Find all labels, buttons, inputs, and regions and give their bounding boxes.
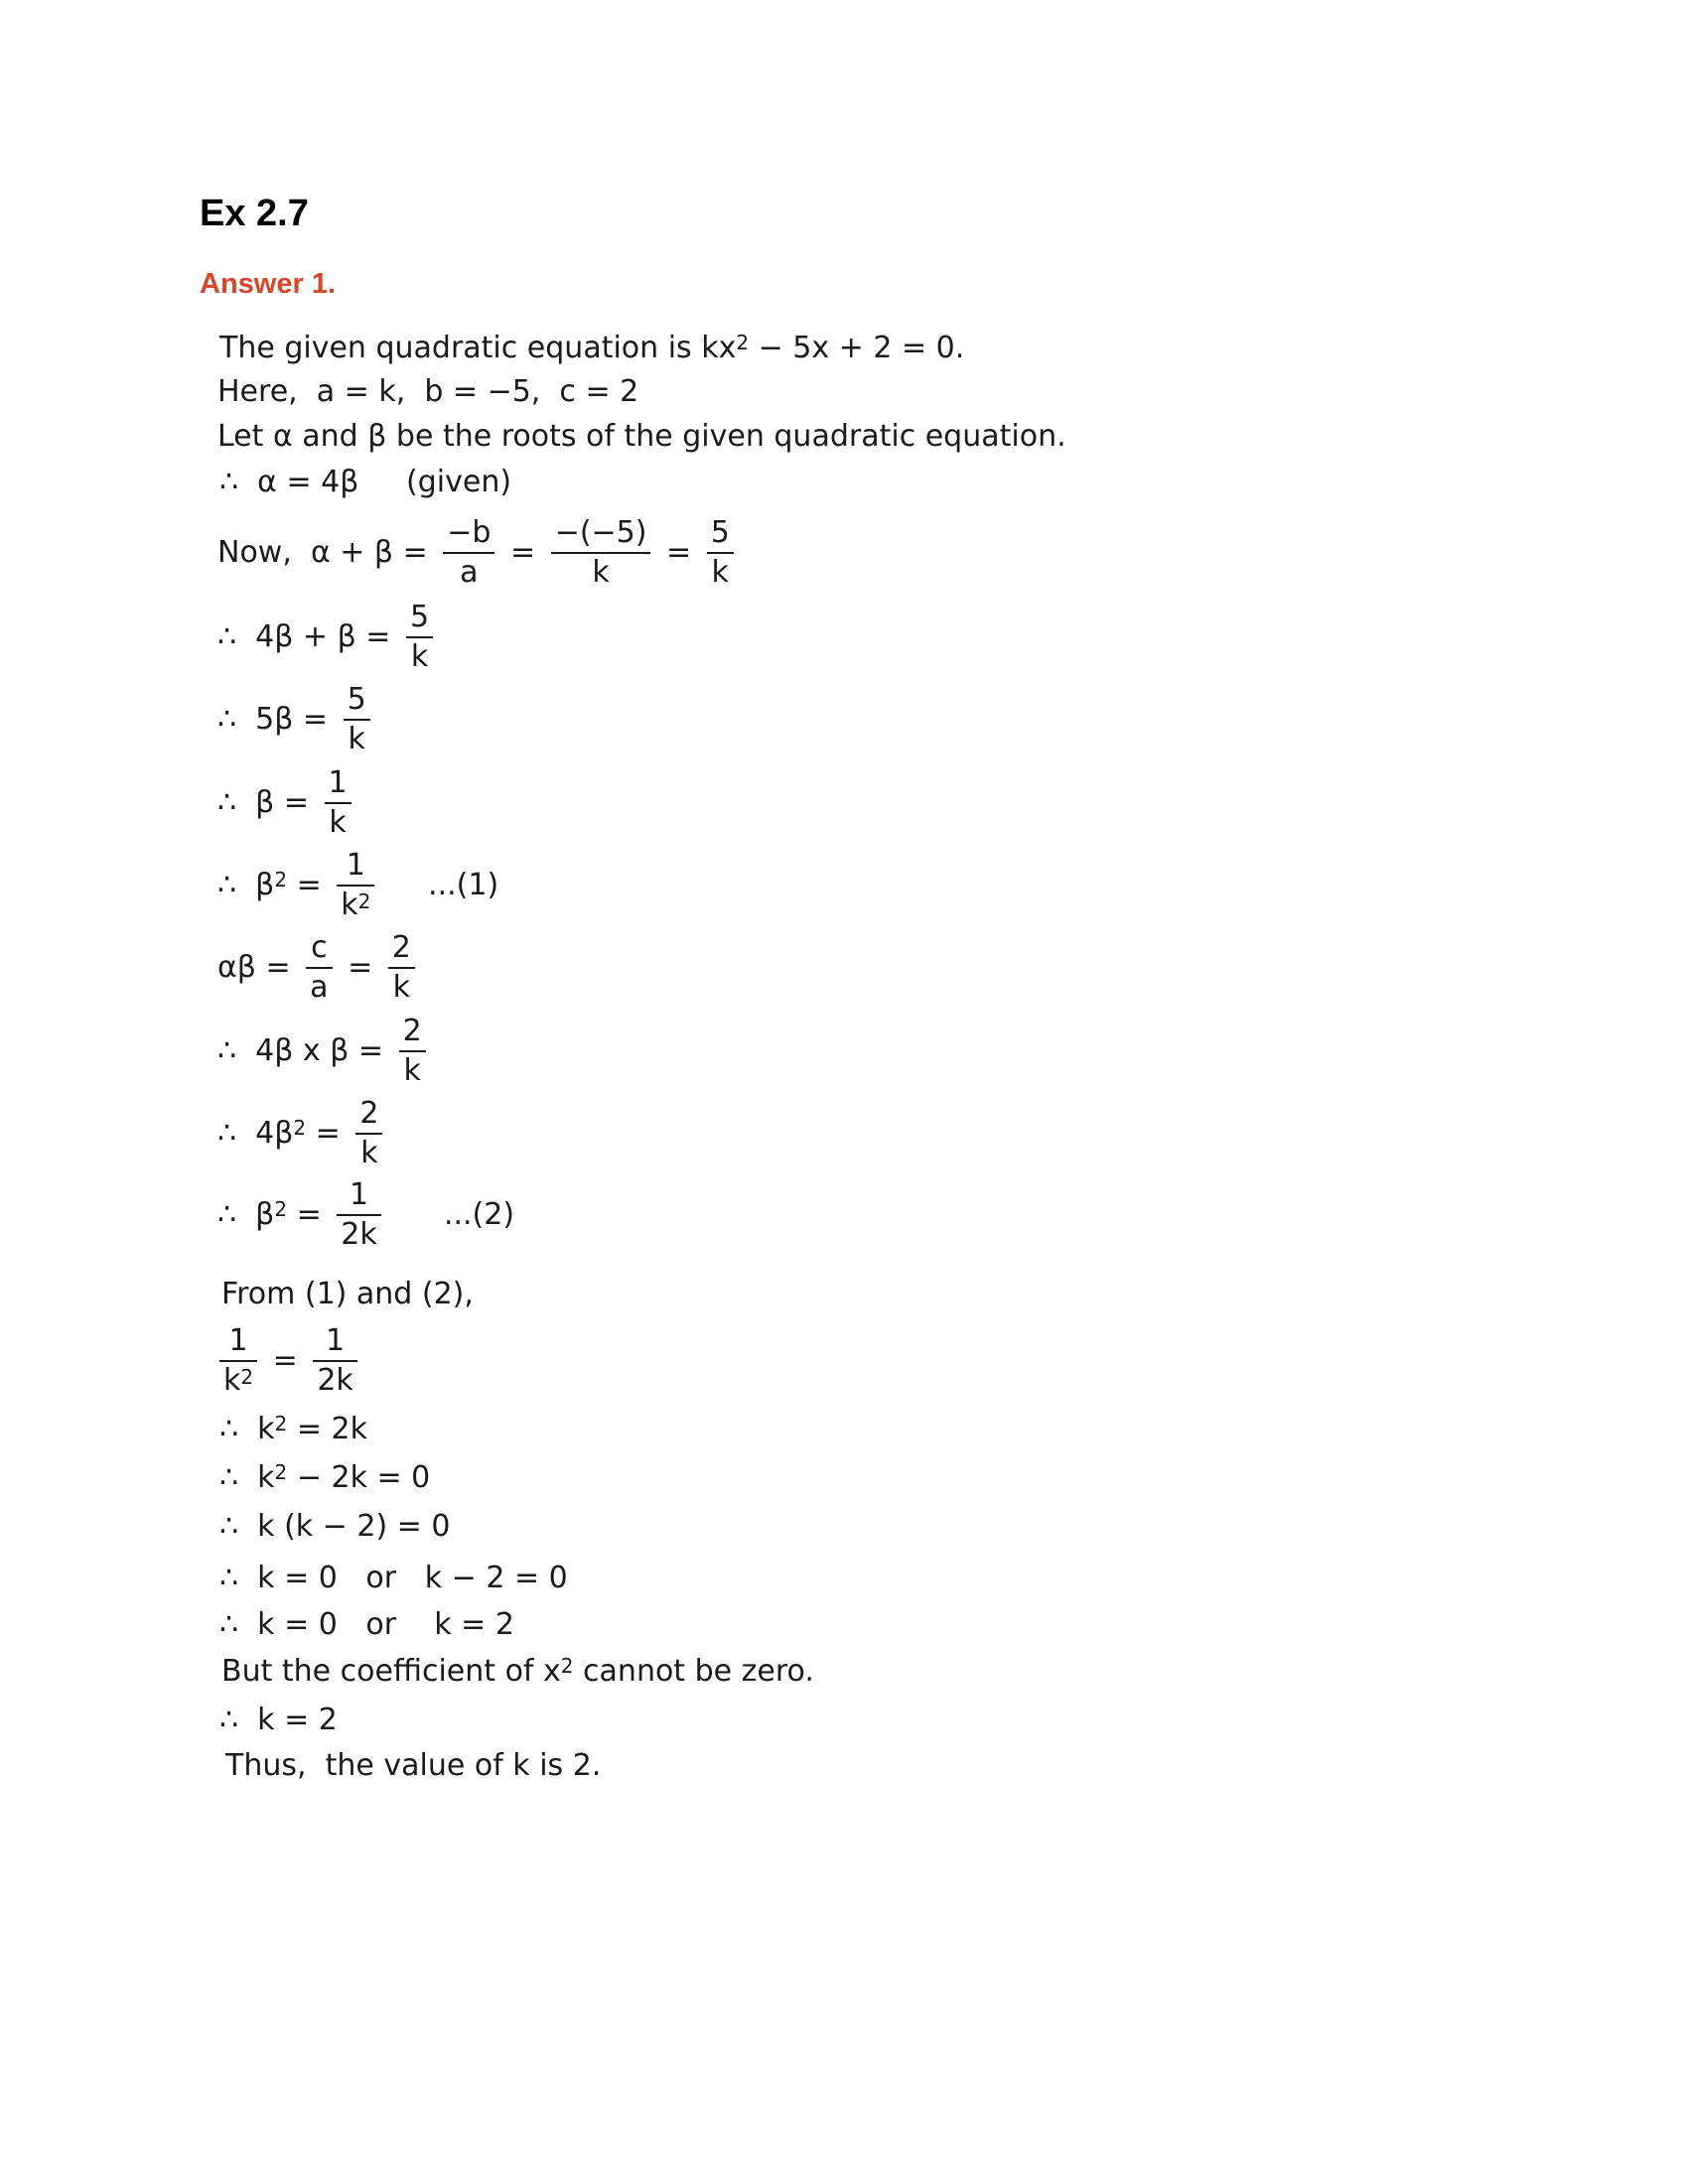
solution-line: ∴ 4β $^2$ = $\frac{2}{k}$ — [217, 1099, 388, 1168]
solution-line: $\frac{1}{k^2}$ = $\frac{1}{2k}$ — [219, 1326, 363, 1396]
solution-line: Let α and β be the roots of the given quadratic equation. — [217, 419, 1066, 454]
solution-line: αβ = $\frac{c}{a}$ = $\frac{2}{k}$ — [217, 933, 421, 1003]
answer-heading: Answer 1. — [200, 268, 336, 300]
fraction: $\frac{2}{k}$ — [399, 1017, 426, 1086]
solution-line: ∴ k $^2$ = 2k — [219, 1412, 367, 1446]
fraction: $\frac{1}{2k}$ — [313, 1326, 356, 1396]
page-heading: Ex 2.7 — [200, 193, 309, 234]
solution-line: Now, α + β = $\frac{-b}{a}$ = $\frac{-(-5)}{k}$ = $\frac{5}{k}$ — [217, 518, 740, 588]
fraction: $\frac{-(-5)}{k}$ — [551, 518, 651, 588]
solution-line: Here, a = k, b = −5, c = 2 — [217, 374, 639, 409]
fraction: $\frac{2}{k}$ — [355, 1099, 382, 1168]
solution-line: ∴ 4β + β = $\frac{5}{k}$ — [217, 603, 439, 672]
solution-line: Thus, the value of k is 2. — [225, 1748, 602, 1783]
solution-line: From (1) and (2), — [221, 1277, 474, 1311]
fraction: $\frac{-b}{a}$ — [443, 518, 494, 588]
fraction: $\frac{1}{k}$ — [325, 768, 352, 838]
solution-line: ∴ k = 0 or k − 2 = 0 — [219, 1561, 568, 1595]
solution-line: ∴ 5β = $\frac{5}{k}$ — [217, 685, 376, 754]
fraction: $\frac{1}{k^2}$ — [337, 851, 374, 920]
fraction: $\frac{1}{2k}$ — [337, 1180, 380, 1250]
fraction: $\frac{c}{a}$ — [306, 933, 332, 1003]
solution-line: ∴ k = 0 or k = 2 — [219, 1607, 514, 1642]
fraction: $\frac{1}{k^2}$ — [219, 1326, 257, 1396]
solution-line: The given quadratic equation is kx $^2$ − 5x + 2 = 0. — [219, 331, 965, 365]
solution-line: ∴ β = $\frac{1}{k}$ — [217, 768, 357, 838]
solution-line: ∴ α = 4β (given) — [219, 465, 512, 499]
solution-line: ∴ k (k − 2) = 0 — [219, 1509, 451, 1544]
solution-line: ∴ k = 2 — [219, 1703, 338, 1737]
solution-line: ∴ k $^2$ − 2k = 0 — [219, 1460, 431, 1495]
solution-line: ∴ β $^2$ = $\frac{1}{k^2}$ ...(1) — [217, 848, 499, 922]
solution-line: ∴ β $^2$ = $\frac{1}{2k}$ ...(2) — [217, 1177, 515, 1252]
fraction: $\frac{2}{k}$ — [388, 933, 415, 1003]
fraction: $\frac{5}{k}$ — [406, 603, 433, 672]
fraction: $\frac{5}{k}$ — [344, 685, 370, 754]
solution-line: But the coefficient of x $^2$ cannot be zero. — [221, 1654, 814, 1689]
fraction: $\frac{5}{k}$ — [707, 518, 734, 588]
solution-line: ∴ 4β x β = $\frac{2}{k}$ — [217, 1017, 432, 1086]
